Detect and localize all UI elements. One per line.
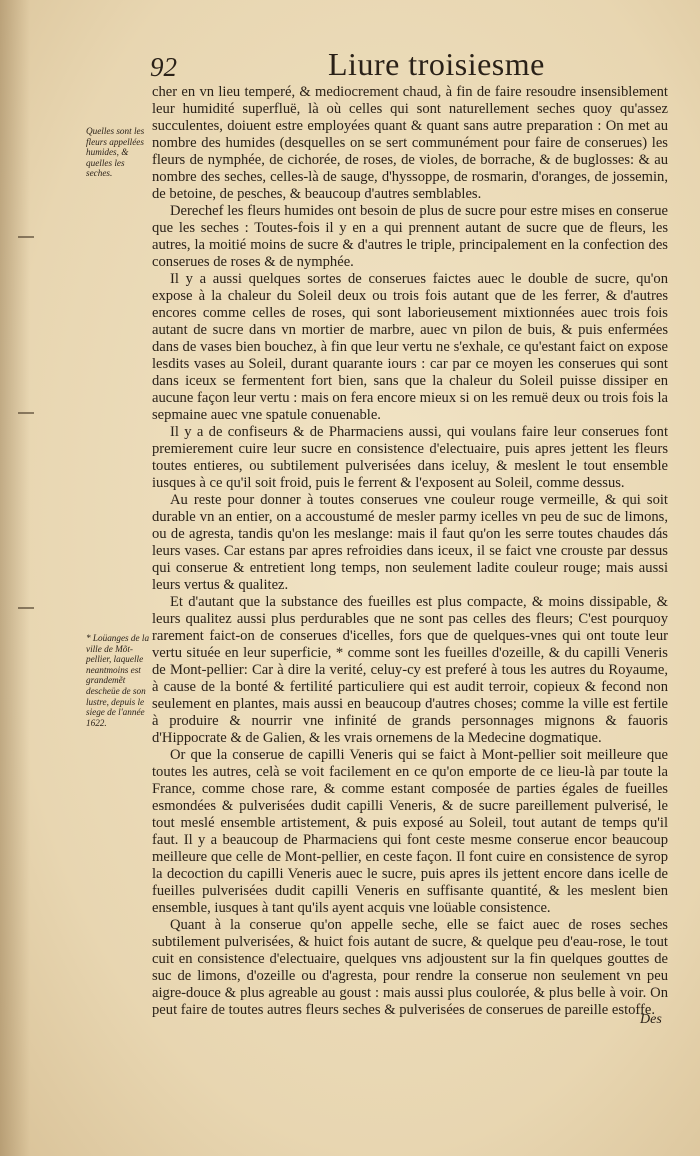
edge-mark [18, 412, 34, 414]
paragraph: Or que la conserue de capilli Veneris qui se faict à Mont-pellier soit meilleure que toutes les autres, celà se voit facilement en ce qu'on emporte de ce lieu-là par toute la France, comme chose rare, & comme estant composée de parties égales de fueilles esmondées & pulverisées dudit capilli Veneris, & de sucre pareillement pulverisé, le tout meslé ensemble artistement, & puis exposé au Soleil, tout autant de temps qu'il faut. Il y a beaucoup de Pharmaciens qui font ceste mesme conserue encor beaucoup meilleure que celle de Mont-pellier, en ceste façon. Il font cuire en consistence de syrop la decoction du capilli Veneris auec le sucre, puis apres ils jettent encore dans icelle de fueilles pulverisées dudit capilli Veneris en suffisante quantité, & les meslent bien ensemble, iusques à tant qu'ils ayent acquis vne loüable consistence. [152, 747, 668, 916]
catchword: Des [640, 1012, 662, 1027]
edge-mark [18, 236, 34, 238]
spine-shadow [0, 0, 30, 1156]
paragraph: Au reste pour donner à toutes conserues vne couleur rouge vermeille, & qui soit durable vn an entier, on a accoustumé de mesler parmy icelles vn peu de suc de limons, ou de agresta, tandis qu'on les meslange: mais il faut qu'on les serre toutes chaudes dás leurs vases. Car estans par apres refroidies dans iceux, il se faict vne crouste par dessus qui conserue & entretient long temps, non seulement ladite couleur rouge; mais aussi leurs vertus & qualitez. [152, 492, 668, 593]
edge-mark [18, 607, 34, 609]
page-header [150, 42, 570, 82]
paragraph: Il y a aussi quelques sortes de conserues faictes auec le double de sucre, qu'on expose à la chaleur du Soleil deux ou trois fois autant que de les ferrer, & d'autres encores comme celles de roses, qui sont laborieusement mixtionnées auec trois fois autant de sucre dans vn mortier de marbre, auec vn pilon de buis, & puis enfermées dans de vases bien bouchez, à fin que leur vertu ne s'exhale, ce qu'estant faict on expose lesdits vases au Soleil, durant quarante iours : car par ce moyen les conserues qui sont dans iceux se fermentent fort bien, sans que la chaleur du Soleil puisse dissiper en aucune façon leur vertu : mais on fera encore mieux si on les remuë deux ou trois fois la sepmaine auec vne spatule conuenable. [152, 271, 668, 423]
paragraph: Il y a de confiseurs & de Pharmaciens aussi, qui voulans faire leur conserues font premierement cuire leur sucre en consistence d'electuaire, puis apres jettent les fleurs toutes entieres, ou subtilement pulverisées dans iceluy, & meslent le tout ensemble iusques à ce qu'il soit froid, puis le ferrent & l'exposent au Soleil, comme dessus. [152, 424, 668, 491]
margin-note-montpellier: * Loüanges de la ville de Mõt-pellier, laquelle neantmoins est grandemẽt descheüe de son lustre, depuis le siege de l'année 1622. [86, 633, 150, 728]
paragraph: Et d'autant que la substance des fueilles est plus compacte, & moins dissipable, & leurs qualitez aussi plus perdurables que ne sont pas celles des fleurs; C'est pourquoy rarement faict-on de conserues d'icelles, fors que de quelques-vnes qui ont toute leur vertu située en leur superficie, * comme sont les fueilles d'ozeille, & du capilli Veneris de Mont-pellier: Car à dire la verité, celuy-cy est preferé à tous les autres du Royaume, à cause de la bonté & fertilité particuliere qui est audit terroir, copieux & fecond non seulement en plantes, mais aussi en beaucoup d'autres choses; comme la ville est fertile à produire & nourrir vne infinité de grands personnages mignons & fauoris d'Hippocrate & de Galien, & les vrais ornemens de la Medecine dogmatique. [152, 594, 668, 746]
page-number: 92 [150, 52, 177, 82]
paragraph: Derechef les fleurs humides ont besoin de plus de sucre pour estre mises en conserue que les seches : Toutes-fois il y en a qui prennent autant de sucre que de fleurs, les autres, la moitié moins de sucre & d'autres le triple, principalement en la confection des conserues de roses & de nymphée. [152, 203, 668, 270]
margin-note-flowers: Quelles sont les fleurs appellées humides, & quelles les seches. [86, 126, 145, 179]
main-text [152, 84, 668, 1019]
paragraph: Quant à la conserue qu'on appelle seche, elle se faict auec de roses seches subtilement pulverisées, & huict fois autant de sucre, & quelque peu d'eau-rose, le tout cuit en consistence d'electuaire, quelques vns adjoustent sur la fin quelques gouttes de suc de limons, d'ozeille ou d'agresta, pour rendre la conserue non seulement vn peu aigre-douce & plus agreable au goust : mais aussi plus coulorée, & plus belle à voir. On peut faire de toutes autres fleurs seches & pulverisées de conserues de pareille estoffe. [152, 917, 668, 1018]
paragraph: cher en vn lieu temperé, & mediocrement chaud, à fin de faire resoudre insensiblement leur humidité superfluë, là où celles qui sont naturellement seches quoy qu'assez succulentes, doiuent estre employées quant & quant sans autre preparation : On met au nombre des humides (desquelles on se sert communément pour faire de conserues) les fleurs de nymphée, de cichorée, de roses, de violes, de borrache, & de buglosses: & au nombre des seches, celles-là de sauge, d'hyssoppe, de rosmarin, d'oranges, de jossemin, de betoine, de pesches, & beaucoup d'autres semblables. [152, 84, 668, 202]
running-title: Liure troisiesme [328, 46, 545, 82]
